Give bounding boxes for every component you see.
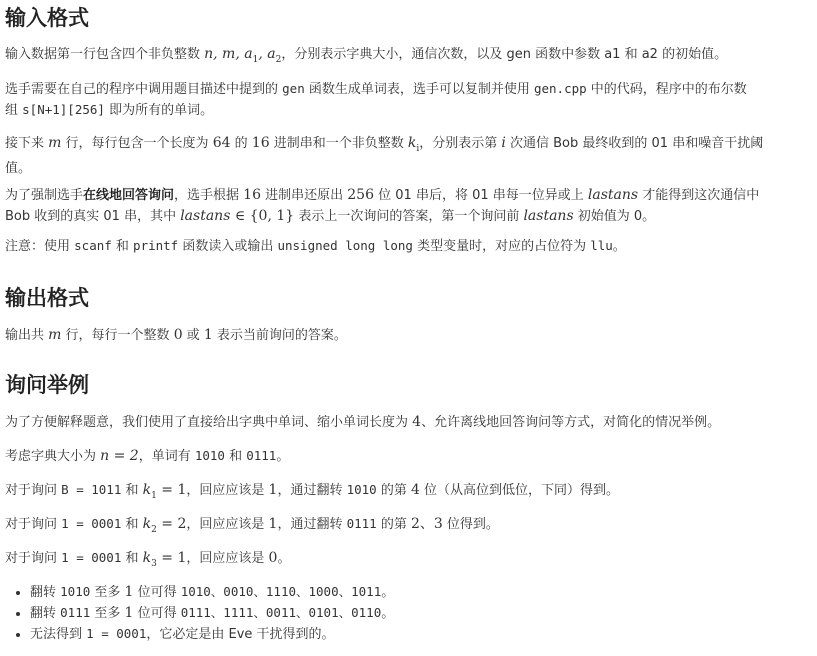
output-para: 输出共 m 行，每行一个整数 0 或 1 表示当前询问的答案。 (5, 327, 347, 343)
example-query-1: 对于询问 B = 1011 和 $k_1 = 1$，回应应该是 1，通过翻转 1010 的第 4 位（从高位到低位，下同）得到。 (5, 482, 620, 501)
list-item: • 无法得到 1 = 0001，它必定是由 Eve 干扰得到的。 (30, 624, 394, 645)
input-para-3: 接下来 m 行，每行包含一个长度为 64 的 16 进制串和一个非负整数 $k_i$，分别表示第 i 次通信 Bob 最终收到的 01 串和噪音干扰阈 值。 (5, 135, 764, 176)
online-emphasis: 在线地回答询问 (83, 188, 175, 203)
example-para-2: 考虑字典大小为 n = 2，单词有 1010 和 0111。 (5, 448, 290, 464)
input-para-5: 注意：使用 scanf 和 printf 函数读入或输出 unsigned long long 类型变量时，对应的占位符为 llu。 (5, 238, 626, 254)
list-item: • 翻转 0111 至多 1 位可得 0111、1111、0011、0101、0110。 (30, 603, 394, 624)
output-format-heading: 输出格式 (5, 286, 89, 310)
example-bullet-list (0, 582, 394, 645)
input-para-1: 输入数据第一行包含四个非负整数 n, m, $a_1$, $a_2$，分别表示字典大小，通信次数，以及 gen 函数中参数 a1 和 a2 的初始值。 (5, 46, 728, 65)
example-para-1: 为了方便解释题意，我们使用了直接给出字典中单词、缩小单词长度为 4、允许离线地回答询问等方式，对简化的情况举例。 (5, 414, 721, 430)
example-heading: 询问举例 (5, 373, 89, 397)
input-para-2: 选手需要在自己的程序中调用题目描述中提到的 gen 函数生成单词表，选手可以复制并使用 gen.cpp 中的代码，程序中的布尔数 组 s[N+1][256] 即为所有的单词。 (5, 81, 747, 118)
list-item: • 翻转 1010 至多 1 位可得 1010、0010、1110、1000、1011。 (30, 582, 394, 603)
example-query-2: 对于询问 1 = 0001 和 $k_2 = 2$，回应应该是 1，通过翻转 0111 的第 2、3 位得到。 (5, 516, 499, 535)
input-format-heading: 输入格式 (5, 6, 89, 30)
input-para-4: 为了强制选手在线地回答询问，选手根据 16 进制串还原出 256 位 01 串后，将 01 串每一位异或上 lastans 才能得到这次通信中 Bob 收到的真实 01 串，其中 lastans ∈ {0, 1} 表示上一次询问的答案，第一个询问前 lastans 初始值为 0。 (5, 187, 760, 224)
example-query-3: 对于询问 1 = 0001 和 $k_3 = 1$，回应应该是 0。 (5, 550, 291, 569)
